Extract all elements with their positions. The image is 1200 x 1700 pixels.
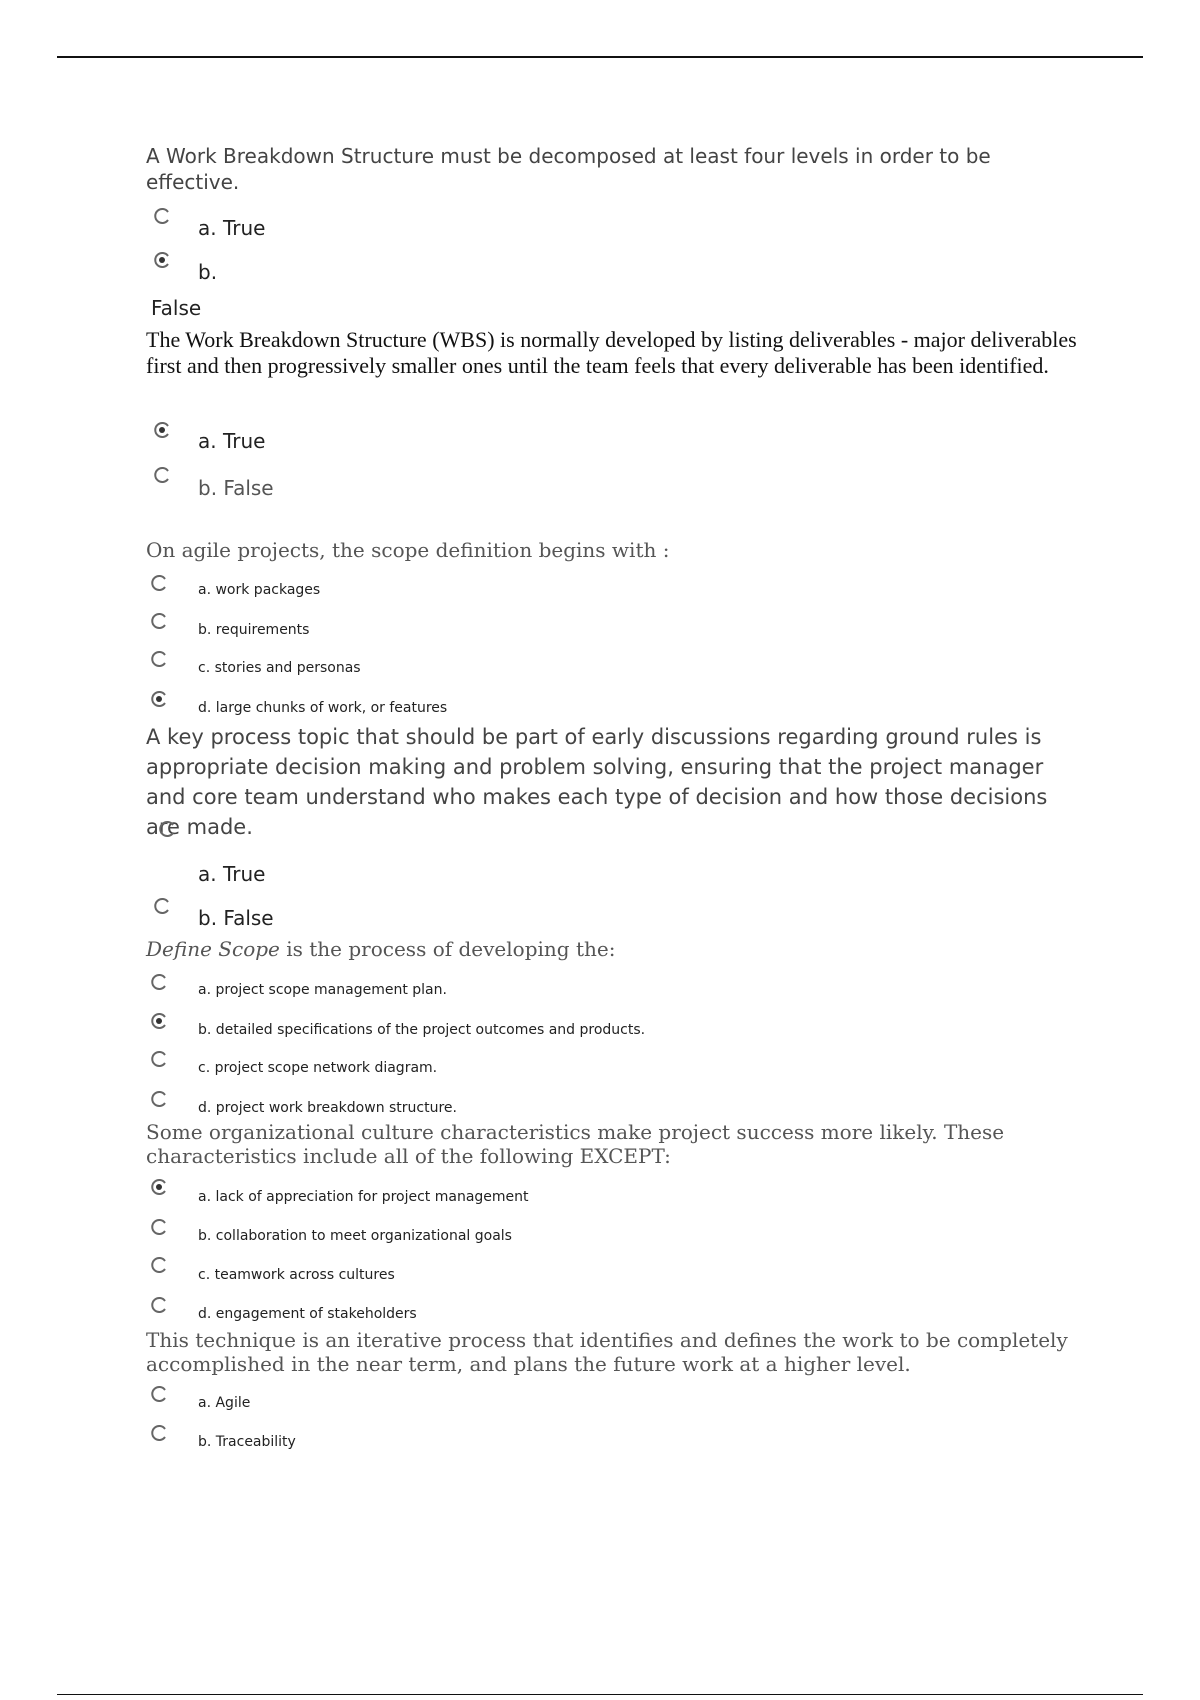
radio-unselected-icon[interactable] [150,1090,168,1108]
question-5-option-d: d. project work breakdown structure. [198,1100,457,1116]
question-6-text: Some organizational culture characteristics make project success more likely. These characteristics include all of the following EXCEPT: [146,1120,1005,1168]
question-5-text [146,937,1086,961]
question-6-option-b: b. collaboration to meet organizational goals [198,1228,512,1244]
radio-unselected-icon[interactable] [150,574,168,592]
question-6-option-a: a. lack of appreciation for project management [198,1189,529,1205]
question-4-option-a: a. True [198,862,266,886]
radio-unselected-icon[interactable] [150,1385,168,1403]
question-1-option-b: b. [198,260,218,284]
radio-selected-icon[interactable] [153,251,171,269]
radio-unselected-icon[interactable] [150,973,168,991]
radio-unselected-icon[interactable] [158,820,176,838]
question-7-option-a: a. Agile [198,1395,251,1411]
radio-unselected-icon[interactable] [150,1296,168,1314]
radio-selected-icon[interactable] [150,1178,168,1196]
radio-unselected-icon[interactable] [153,897,171,915]
question-2-option-a: a. True [198,429,266,453]
question-2-text: The Work Breakdown Structure (WBS) is normally developed by listing deliverables - major deliverables first and then progressively smaller ones until the team feels that every deliverable has been identified. [146,327,1077,378]
question-4-option-b: b. False [198,906,274,930]
radio-unselected-icon[interactable] [150,1050,168,1068]
question-7-text: This technique is an iterative process that identifies and defines the work to be completely accomplished in the near term, and plans the future work at a higher level. [146,1328,1068,1376]
radio-unselected-icon[interactable] [150,1424,168,1442]
footer-rule [57,1694,1143,1695]
radio-selected-icon[interactable] [153,421,171,439]
question-1-option-b-continuation: False [151,296,202,320]
question-3-option-c: c. stories and personas [198,660,361,676]
header-rule [57,56,1143,58]
question-5-option-c: c. project scope network diagram. [198,1060,438,1076]
radio-unselected-icon[interactable] [150,612,168,630]
question-1-text: A Work Breakdown Structure must be decomposed at least four levels in order to be effective. [146,144,991,194]
question-2-option-b: b. False [198,476,274,500]
question-4-text: A key process topic that should be part of early discussions regarding ground rules is appropriate decision making and problem solving, ensuring that the project manager and core team understand who makes each type of decision and how those decisions are made. [146,725,1048,839]
radio-unselected-icon[interactable] [153,466,171,484]
question-6-option-d: d. engagement of stakeholders [198,1306,417,1322]
question-3-option-a: a. work packages [198,582,321,598]
question-6-option-c: c. teamwork across cultures [198,1267,395,1283]
question-3-text: On agile projects, the scope definition begins with : [146,538,670,562]
question-5-option-a: a. project scope management plan. [198,982,447,998]
question-7-option-b: b. Traceability [198,1434,296,1450]
radio-selected-icon[interactable] [150,690,168,708]
question-3-option-b: b. requirements [198,622,310,638]
radio-unselected-icon[interactable] [150,650,168,668]
question-1-option-a: a. True [198,216,266,240]
radio-unselected-icon[interactable] [150,1256,168,1274]
radio-unselected-icon[interactable] [150,1218,168,1236]
radio-unselected-icon[interactable] [153,207,171,225]
question-5-emphasis: Define Scope [146,937,280,961]
question-5-option-b: b. detailed specifications of the project outcomes and products. [198,1022,646,1038]
question-3-option-d: d. large chunks of work, or features [198,700,448,716]
question-5-text-rest: is the process of developing the: [279,937,616,961]
radio-selected-icon[interactable] [150,1012,168,1030]
